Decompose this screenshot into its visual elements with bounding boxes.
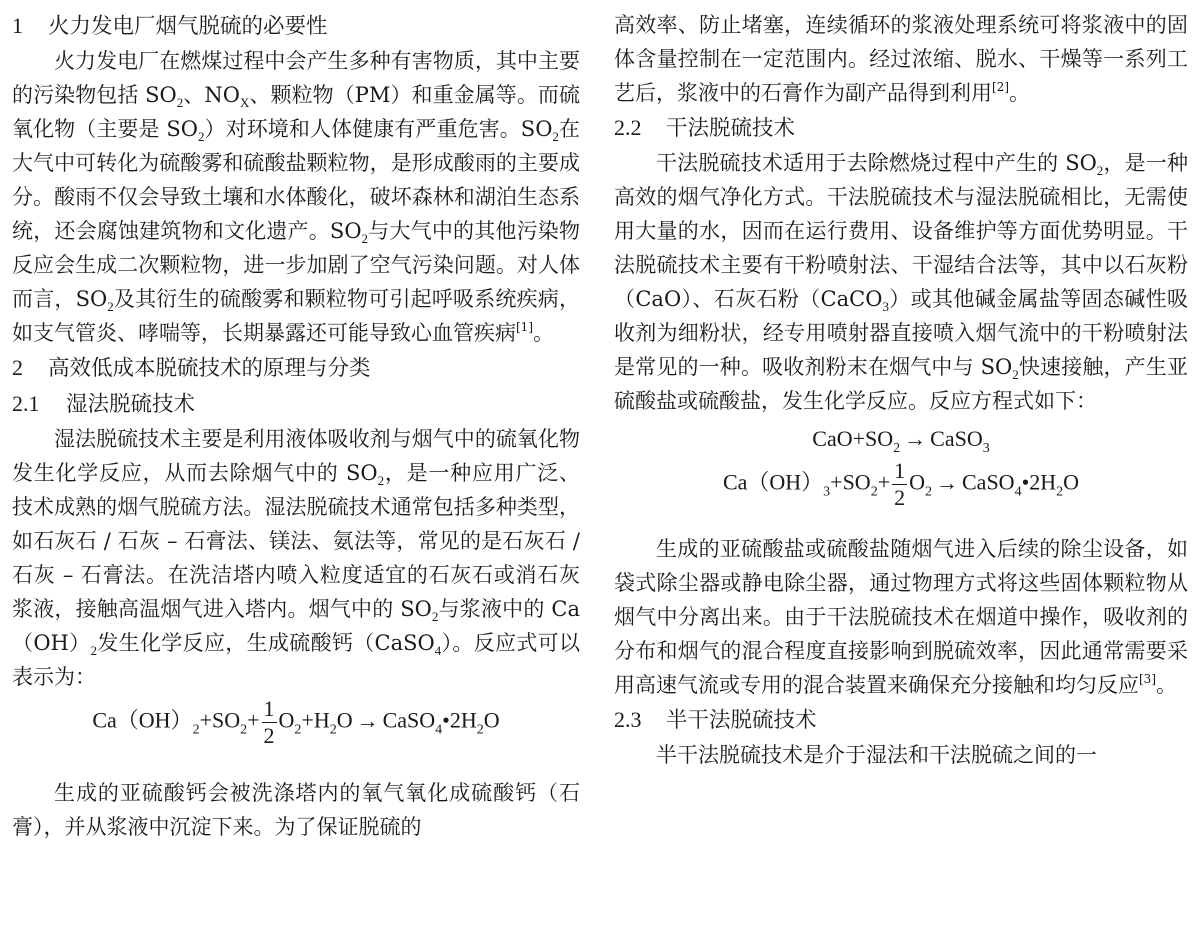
section-heading-2-2-title: 干法脱硫技术 (666, 116, 796, 141)
paragraph-dust-removal: 生成的亚硫酸盐或硫酸盐随烟气进入后续的除尘设备，如袋式除尘器或静电除尘器，通过物理方式将这些固体颗粒物从烟气中分离出来。由于干法脱硫技术在烟道中操作，吸收剂的分布和烟气的混合程度直接影响到脱硫效率，因此通常需要采用高速气流或专用的混合装置来确保充分接触和均匀反应[3]。 (614, 537, 1188, 697)
equation-wet-reaction: $Ca(OH)_2+SO_2+$ $\frac{1}{2}$ $O_2+H_2O$ → $CaSO_4•2H_2O$ (92, 696, 500, 748)
paragraph-pollutants: 火力发电厂在燃煤过程中会产生多种有害物质，其中主要的污染物包括 $SO_2$、$NO_X$、颗粒物（PM）和重金属等。而硫氧化物（主要是 $SO_2$）对环境和人体健康有严重危害。$SO_2$在大气中可转化为硫酸雾和硫酸盐颗粒物，是形成酸雨的主要成分。酸雨不仅会导致土壤和水体酸化，破坏森林和湖泊生态系统，还会腐蚀建筑物和文化遗产。$SO_2$与大气中的其他污染物反应会生成二次颗粒物，进一步加剧了空气污染问题。对人体而言，$SO_2$及其衍生的硫酸雾和颗粒物可引起呼吸系统疾病，如支气管炎、哮喘等，长期暴露还可能导致心血管疾病[1]。 (12, 49, 581, 345)
right-column (614, 8, 1188, 772)
reaction-arrow: → (356, 707, 379, 733)
citation-ref: [2] (992, 80, 1009, 94)
section-heading-2-1-title: 湿法脱硫技术 (66, 392, 196, 417)
fraction-one-half: $\frac{1}{2}$ (894, 458, 906, 510)
paragraph-dry-desulfurization: 干法脱硫技术适用于去除燃烧过程中产生的 $SO_2$，是一种高效的烟气净化方式。干法脱硫技术与湿法脱硫相比，无需使用大量的水，因而在运行费用、设备维护等方面优势明显。干法脱硫技术主要有干粉喷射法、干湿结合法等，其中以石灰粉（CaO）、石灰石粉（CaCO$_3$）或其他碱金属盐等固态碱性吸收剂为细粉状，经专用喷射器直接喷入烟气流中的干粉喷射法是常见的一种。吸收剂粉末在烟气中与 $SO_2$快速接触，产生亚硫酸盐或硫酸盐，发生化学反应。反应方程式如下： (614, 151, 1189, 413)
equation-caoh-reaction: $Ca(OH)_3+SO_2+$ $\frac{1}{2}$ $O_2$ → $CaSO_4•2H_2O$ (722, 458, 1080, 510)
section-heading-2-2: 2.2 干法脱硫技术 (614, 115, 796, 141)
reaction-arrow: → (904, 426, 927, 451)
section-heading-2: 2 高效低成本脱硫技术的原理与分类 (12, 355, 371, 381)
citation-ref: [3] (1139, 672, 1156, 686)
section-heading-2-3: 2.3 半干法脱硫技术 (614, 707, 817, 733)
reaction-arrow: → (936, 469, 958, 495)
paragraph-slurry-continued: 高效率、防止堵塞，连续循环的浆液处理系统可将浆液中的固体含量控制在一定范围内。经过浓缩、脱水、干燥等一系列工艺后，浆液中的石膏作为副产品得到利用[2]。 (614, 13, 1188, 105)
citation-ref: [1] (516, 320, 533, 334)
section-heading-1-title: 火力发电厂烟气脱硫的必要性 (48, 14, 328, 39)
fraction-one-half: $\frac{1}{2}$ (263, 696, 275, 748)
section-heading-2-title: 高效低成本脱硫技术的原理与分类 (48, 356, 371, 381)
section-heading-2-3-title: 半干法脱硫技术 (666, 708, 817, 733)
paragraph-semi-dry: 半干法脱硫技术是介于湿法和干法脱硫之间的一 (656, 743, 1097, 767)
paragraph-gypsum: 生成的亚硫酸钙会被洗涤塔内的氧气氧化成硫酸钙（石膏），并从浆液中沉淀下来。为了保证脱硫的 (12, 781, 580, 839)
section-heading-2-1: 2.1 湿法脱硫技术 (12, 391, 196, 417)
equation-cao-reaction: $CaO+SO_2$ → CaSO$_3$ (812, 426, 990, 456)
left-column (12, 8, 580, 844)
section-heading-1: 1 火力发电厂烟气脱硫的必要性 (12, 13, 328, 39)
paragraph-wet-desulfurization: 湿法脱硫技术主要是利用液体吸收剂与烟气中的硫氧化物发生化学反应，从而去除烟气中的 $SO_2$，是一种应用广泛、技术成熟的烟气脱硫方法。湿法脱硫技术通常包括多种类型，如石灰石 / 石灰 – 石膏法、镁法、氨法等，常见的是石灰石 / 石灰 – 石膏法。在洗洁塔内喷入粒度适宜的石灰石或消石灰浆液，接触高温烟气进入塔内。烟气中的 $SO_2$与浆液中的 $Ca(OH)_2$发生化学反应，生成硫酸钙（CaSO$_4$）。反应式可以表示为： (12, 427, 581, 689)
